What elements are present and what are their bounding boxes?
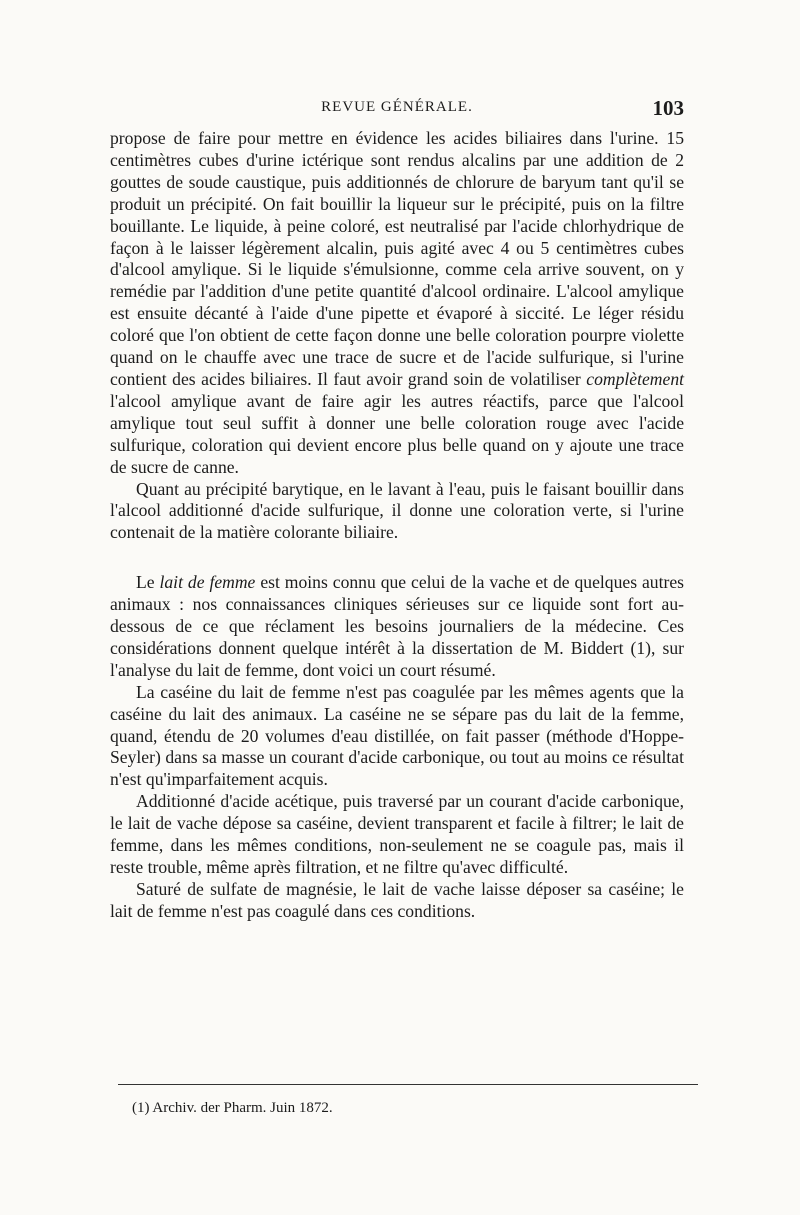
paragraph: La caséine du lait de femme n'est pas coagulée par les mêmes agents que la caséine du lait des animaux. La caséine ne se sépare pas du lait de la femme, quand, étendu de 20 volumes d'eau distillée, on fait passer (méthode d'Hoppe-Seyler) dans sa masse un courant d'acide carbonique, ou tout au moins ce résultat n'est qu'imparfaitement acquis. [110,681,684,790]
text-run: propose de faire pour mettre en évidence les acides biliaires dans l'urine. 15 centimètres cubes d'urine ictérique sont rendus alcalins par une addition de 2 gouttes de soude caustique, puis additionnés de chlorure de baryum tant qu'il se produit un précipité. On fait bouillir la liqueur sur le précipité, puis on la filtre bouillante. Le liquide, à peine coloré, est neutralisé par l'acide chlorhydrique de façon à le laisser légèrement alcalin, puis agité avec 4 ou 5 centimètres cubes d'alcool amylique. Si le liquide s'émulsionne, comme cela arrive souvent, on y remédie par l'addition d'une petite quantité d'alcool ordinaire. L'alcool amylique est ensuite décanté à l'aide d'une pipette et évaporé à siccité. Le léger résidu coloré que l'on obtient de cette façon donne une belle coloration pourpre violette quand on le chauffe avec une trace de sucre et de l'acide sulfurique, si l'urine contient des acides biliaires. Il faut avoir grand soin de volatiliser [110,128,684,389]
emphasis: complètement [586,368,684,389]
footnote: (1) Archiv. der Pharm. Juin 1872. [132,1100,333,1116]
paragraph: Saturé de sulfate de magnésie, le lait de vache laisse déposer sa caséine; le lait de femme n'est pas coagulé dans ces conditions. [110,878,684,921]
text-run: est moins connu que celui de la vache et de quelques autres animaux : nos connaissances cliniques sérieuses sur ce liquide sont fort au-dessous de ce que réclament les besoins journaliers de la médecine. Ces considérations donnent quelque intérêt à la dissertation de M. Biddert (1), sur l'analyse du lait de femme, dont voici un court résumé. [110,572,684,680]
paragraph: Additionné d'acide acétique, puis traversé par un courant d'acide carbonique, le lait de vache dépose sa caséine, devient transparent et facile à filtrer; le lait de femme, dans les mêmes conditions, non-seulement ne se coagule pas, mais il reste trouble, même après filtration, et ne filtre qu'avec difficulté. [110,791,684,877]
paragraph [110,572,684,682]
paragraph: Quant au précipité barytique, en le lavant à l'eau, puis le faisant bouillir dans l'alcool additionné d'acide sulfurique, il donne une coloration verte, si l'urine contenait de la matière colorante biliaire. [110,478,684,543]
text-run: Le [136,572,160,593]
emphasis: lait de femme [159,572,256,593]
running-title: REVUE GÉNÉRALE. [321,99,473,115]
text-run: l'alcool amylique avant de faire agir les autres réactifs, parce que l'alcool amylique tout seul suffit à donner une belle coloration rouge avec l'acide sulfurique, coloration qui devient encore plus belle quand on y ajoute une trace de sucre de canne. [110,390,684,477]
body-text [110,128,684,923]
section-break [110,544,684,572]
paragraph [110,128,684,479]
page-number: 103 [652,96,684,120]
footnote-divider [118,1084,698,1085]
running-header [110,96,684,120]
